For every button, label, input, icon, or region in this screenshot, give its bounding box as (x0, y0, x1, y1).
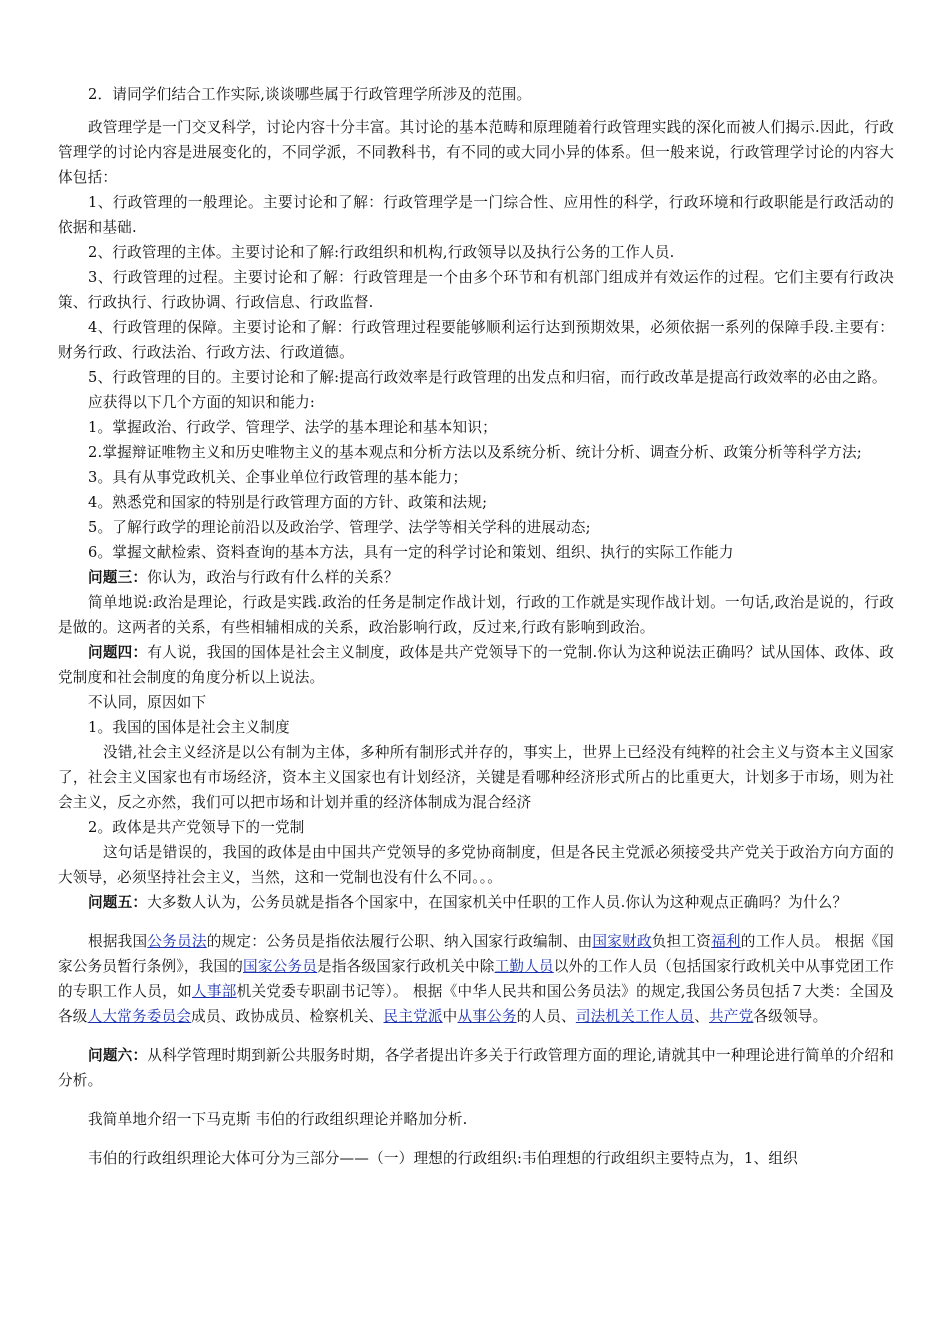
question-text: 从科学管理时期到新公共服务时期，各学者提出许多关于行政管理方面的理论,请就其中一种理论进行简单的介绍和分析。 (58, 1047, 895, 1089)
link-national-civil-servant[interactable]: 国家公务员 (243, 958, 318, 975)
question-three (58, 565, 894, 590)
text-run: 、 (694, 1008, 709, 1025)
question-text: 大多数人认为，公务员就是指各个国家中，在国家机关中任职的工作人员.你认为这种观点正确吗？为什么？ (147, 894, 848, 911)
paragraph: 简单地说:政治是理论，行政是实践.政治的任务是制定作战计划，行政的工作就是实现作战计划。一句话,政治是说的，行政是做的。这两者的关系，有些相辅相成的关系，政治影响行政，反过来,行政有影响到政治。 (58, 594, 894, 636)
paragraph: 韦伯的行政组织理论大体可分为三部分——（一）理想的行政组织:韦伯理想的行政组织主要特点为，1、组织 (88, 1150, 798, 1167)
text-run: 负担工资 (651, 933, 712, 950)
paragraph: 政管理学是一门交叉科学，讨论内容十分丰富。其讨论的基本范畴和原理随着行政管理实践的深化而被人们揭示.因此，行政管理学的讨论内容是进展变化的，不同学派，不同教科书，有不同的或大同小异的体系。但一般来说，行政管理学讨论的内容大体包括： (58, 119, 894, 186)
paragraph: 这句话是错误的，我国的政体是由中国共产党领导的多党协商制度，但是各民主党派必须接受共产党关于政治方向方面的大领导，必须坚持社会主义，当然，这和一党制也没有什么不同。。。 (58, 844, 894, 886)
text-run: 的规定：公务员是指依法履行公职、纳入国家行政编制、由 (206, 933, 593, 950)
list-item: 2.掌握辩证唯物主义和历史唯物主义的基本观点和分析方法以及系统分析、统计分析、调查分析、政策分析等科学方法; (88, 444, 862, 461)
text-run: 中 (442, 1008, 458, 1025)
link-democratic-parties[interactable]: 民主党派 (383, 1008, 443, 1025)
text-run: 成员、政协成员、检察机关、 (191, 1008, 384, 1025)
list-item: 5、行政管理的目的。主要讨论和了解:提高行政效率是行政管理的出发点和归宿，而行政改革是提高行政效率的必由之路。 (88, 369, 887, 386)
document-body (58, 82, 894, 1171)
link-civil-servant-law[interactable]: 公务员法 (147, 933, 207, 950)
question-text: 你认为，政治与行政有什么样的关系？ (147, 569, 399, 586)
paragraph: 我简单地介绍一下马克斯 韦伯的行政组织理论并略加分析. (88, 1111, 468, 1128)
question-text: 有人说，我国的国体是社会主义制度，政体是共产党领导下的一党制.你认为这种说法正确吗？试从国体、政体、政党制度和社会制度的角度分析以上说法。 (58, 644, 895, 686)
text-run: 机关党委专职副书记等）。 根据《中华人民共和国公务员法》的规定,我国公务员包括７大类：全国及各级 (58, 983, 894, 1025)
text-run: 是指各级国家行政机关中除 (317, 958, 495, 975)
question-five (58, 890, 894, 915)
paragraph-civil-servant (58, 929, 894, 1029)
question-two: 2．请同学们结合工作实际,谈谈哪些属于行政管理学所涉及的范围。 (88, 86, 532, 103)
text-run: 根据我国 (88, 933, 148, 950)
list-item: 3、行政管理的过程。主要讨论和了解：行政管理是一个由多个环节和有机部门组成并有效运作的过程。它们主要有行政决策、行政执行、行政协调、行政信息、行政监督. (58, 269, 894, 311)
paragraph: 应获得以下几个方面的知识和能力: (88, 394, 316, 411)
list-item: 2。政体是共产党领导下的一党制 (88, 819, 305, 836)
list-item: 1、行政管理的一般理论。主要讨论和了解：行政管理学是一门综合性、应用性的科学，行政环境和行政职能是行政活动的依据和基础. (58, 194, 894, 236)
question-six (58, 1043, 894, 1093)
text-run: 各级领导。 (753, 1008, 828, 1025)
paragraph: 不认同，原因如下 (88, 694, 207, 711)
question-label: 问题三： (88, 569, 148, 586)
list-item: 3。具有从事党政机关、企事业单位行政管理的基本能力； (88, 469, 468, 486)
text-run: 以外的工作人员（包括国家行政机关中从事党团工作的专职工作人员，如 (58, 958, 894, 1000)
list-item: 4。熟悉党和国家的特别是行政管理方面的方针、政策和法规; (88, 494, 488, 511)
link-communist-party[interactable]: 共产党 (709, 1008, 754, 1025)
text-run: 的人员、 (516, 1008, 576, 1025)
list-item: 2、行政管理的主体。主要讨论和了解:行政组织和机构,行政领导以及执行公务的工作人员. (88, 244, 675, 261)
link-national-finance[interactable]: 国家财政 (592, 933, 652, 950)
question-label: 问题六： (88, 1047, 148, 1064)
link-npc-standing-committee[interactable]: 人大常务委员会 (87, 1008, 192, 1025)
paragraph: 没错,社会主义经济是以公有制为主体，多种所有制形式并存的，事实上，世界上已经没有纯粹的社会主义与资本主义国家了，社会主义国家也有市场经济，资本主义国家也有计划经济，关键是看哪种经济形式所占的比重更大，计划多于市场，则为社会主义，反之亦然，我们可以把市场和计划并重的经济体制成为混合经济 (58, 744, 894, 811)
link-judicial-staff[interactable]: 司法机关工作人员 (575, 1008, 695, 1025)
list-item: 1。掌握政治、行政学、管理学、法学的基本理论和基本知识； (88, 419, 497, 436)
list-item: 5。了解行政学的理论前沿以及政治学、管理学、法学等相关学科的进展动态; (88, 519, 591, 536)
text-run: 的工作人员。 根据《国家公务员暂行条例》，我国的 (58, 933, 894, 975)
list-item: 1。我国的国体是社会主义制度 (88, 719, 290, 736)
list-item: 4、行政管理的保障。主要讨论和了解：行政管理过程要能够顺利运行达到预期效果，必须依据一系列的保障手段.主要有：财务行政、行政法治、行政方法、行政道德。 (58, 319, 894, 361)
question-label: 问题四： (88, 644, 148, 661)
link-welfare[interactable]: 福利 (711, 933, 741, 950)
list-item: 6。掌握文献检索、资料查询的基本方法，具有一定的科学讨论和策划、组织、执行的实际工作能力 (88, 544, 734, 561)
question-four (58, 640, 894, 690)
link-ministry-personnel[interactable]: 人事部 (191, 983, 237, 1000)
link-public-affairs[interactable]: 从事公务 (457, 1008, 517, 1025)
link-service-staff[interactable]: 工勤人员 (494, 958, 554, 975)
question-label: 问题五： (88, 894, 148, 911)
